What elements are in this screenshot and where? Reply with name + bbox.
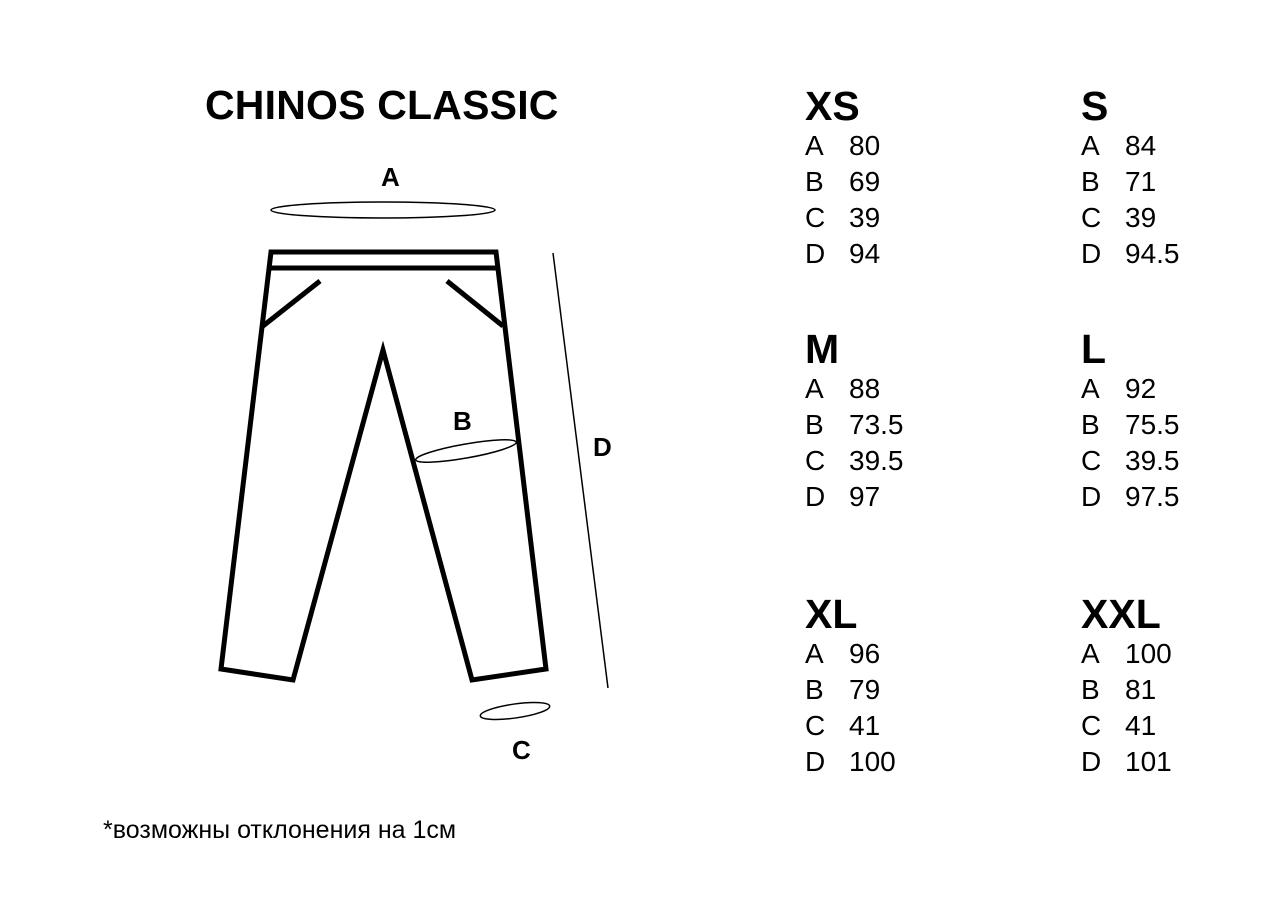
measure-value: 41 xyxy=(849,710,881,741)
size-row xyxy=(805,407,985,443)
size-row xyxy=(1081,443,1261,479)
measure-value: 92 xyxy=(1125,373,1157,404)
label-c: C xyxy=(512,735,531,765)
measure-key: C xyxy=(1081,445,1102,476)
label-b: B xyxy=(453,406,472,436)
label-d: D xyxy=(593,432,612,462)
size-row xyxy=(805,672,985,708)
measure-key: B xyxy=(1081,674,1100,705)
measure-value: 101 xyxy=(1125,746,1172,777)
measure-value: 94 xyxy=(849,238,881,269)
measure-key: C xyxy=(805,445,826,476)
measure-key: A xyxy=(1081,130,1100,161)
measure-a-ellipse xyxy=(271,202,495,218)
measure-key: B xyxy=(805,166,824,197)
measure-value: 41 xyxy=(1125,710,1157,741)
size-block-m xyxy=(805,327,985,515)
measure-key: D xyxy=(805,481,826,512)
measure-key: B xyxy=(805,409,824,440)
measure-key: D xyxy=(805,238,826,269)
pants-outline xyxy=(221,252,546,680)
measure-key: C xyxy=(1081,710,1102,741)
measure-value: 88 xyxy=(849,373,881,404)
size-block-xxl xyxy=(1081,592,1261,780)
measure-value: 97 xyxy=(849,481,881,512)
measure-value: 75.5 xyxy=(1125,409,1180,440)
measure-value: 69 xyxy=(849,166,881,197)
size-row xyxy=(1081,371,1261,407)
measure-value: 96 xyxy=(849,638,881,669)
measure-key: D xyxy=(1081,481,1102,512)
size-row xyxy=(1081,128,1261,164)
measure-value: 73.5 xyxy=(849,409,904,440)
measure-value: 39.5 xyxy=(849,445,904,476)
measure-key: B xyxy=(1081,409,1100,440)
measure-value: 39 xyxy=(1125,202,1157,233)
size-row xyxy=(805,443,985,479)
measure-value: 84 xyxy=(1125,130,1157,161)
size-row xyxy=(805,479,985,515)
size-row xyxy=(805,236,985,272)
size-row xyxy=(805,636,985,672)
size-row xyxy=(805,708,985,744)
size-block-s xyxy=(1081,84,1261,272)
measure-key: D xyxy=(1081,746,1102,777)
measure-key: B xyxy=(805,674,824,705)
page-title: CHINOS CLASSIC xyxy=(205,82,559,128)
size-row xyxy=(1081,636,1261,672)
measure-key: C xyxy=(1081,202,1102,233)
measure-value: 97.5 xyxy=(1125,481,1180,512)
measure-key: A xyxy=(805,373,824,404)
measure-d-line xyxy=(553,253,608,688)
measure-key: A xyxy=(805,130,824,161)
measure-key: A xyxy=(1081,373,1100,404)
size-name: XL xyxy=(805,591,858,637)
measure-key: D xyxy=(1081,238,1102,269)
label-a: A xyxy=(381,162,400,192)
measure-b-ellipse xyxy=(415,435,518,466)
size-name: S xyxy=(1081,83,1109,129)
measure-value: 80 xyxy=(849,130,881,161)
size-row xyxy=(1081,407,1261,443)
size-row xyxy=(805,371,985,407)
size-block-l xyxy=(1081,327,1261,515)
size-row xyxy=(1081,479,1261,515)
size-row xyxy=(1081,708,1261,744)
size-row xyxy=(805,128,985,164)
measure-value: 94.5 xyxy=(1125,238,1180,269)
measure-key: C xyxy=(805,202,826,233)
size-block-xl xyxy=(805,592,985,780)
size-name: XS xyxy=(805,83,860,129)
size-row xyxy=(1081,672,1261,708)
size-row xyxy=(1081,236,1261,272)
measure-key: B xyxy=(1081,166,1100,197)
measure-value: 39 xyxy=(849,202,881,233)
size-row xyxy=(1081,200,1261,236)
size-name: M xyxy=(805,326,840,372)
size-name: XXL xyxy=(1081,591,1161,637)
size-row xyxy=(1081,744,1261,780)
measure-value: 79 xyxy=(849,674,881,705)
measure-value: 81 xyxy=(1125,674,1157,705)
measure-key: A xyxy=(805,638,824,669)
footnote: *возможны отклонения на 1см xyxy=(103,816,457,844)
size-row xyxy=(1081,164,1261,200)
size-row xyxy=(805,744,985,780)
measure-value: 71 xyxy=(1125,166,1157,197)
measure-c-ellipse xyxy=(479,699,550,723)
measure-value: 100 xyxy=(1125,638,1172,669)
measure-key: D xyxy=(805,746,826,777)
measure-key: A xyxy=(1081,638,1100,669)
size-row xyxy=(805,164,985,200)
measure-value: 100 xyxy=(849,746,896,777)
size-name: L xyxy=(1081,326,1107,372)
measure-value: 39.5 xyxy=(1125,445,1180,476)
measure-key: C xyxy=(805,710,826,741)
size-block-xs xyxy=(805,84,985,272)
size-row xyxy=(805,200,985,236)
